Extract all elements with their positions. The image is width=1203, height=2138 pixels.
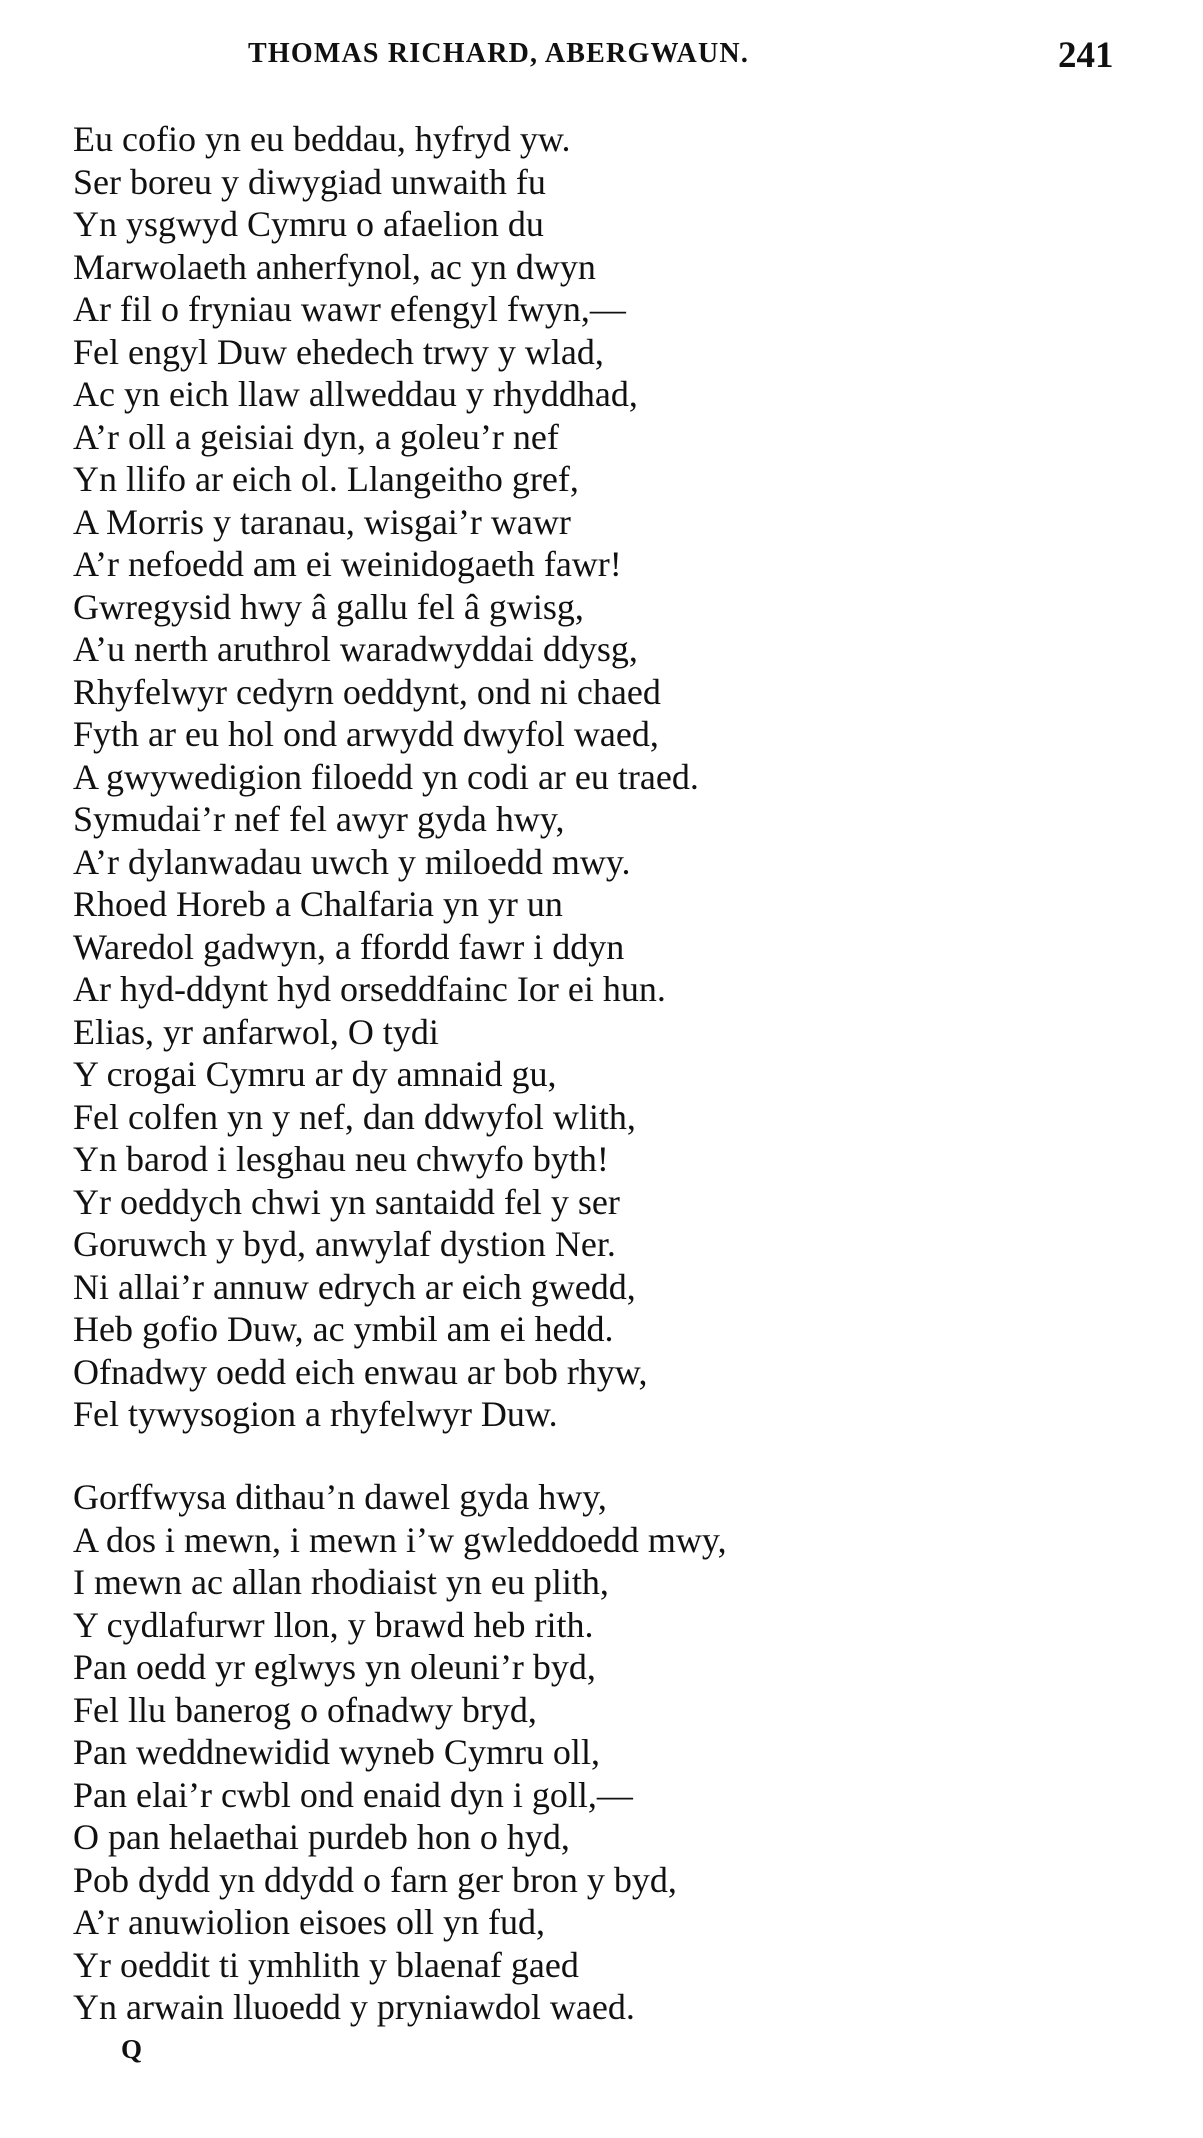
verse-line: Yr oeddit ti ymhlith y blaenaf gaed bbox=[73, 1944, 579, 1985]
verse-line: A Morris y taranau, wisgai’r wawr bbox=[73, 501, 571, 542]
verse-line: Ser boreu y diwygiad unwaith fu bbox=[73, 161, 546, 202]
page-number: 241 bbox=[1058, 35, 1114, 76]
verse-line: Ac yn eich llaw allweddau y rhyddhad, bbox=[73, 374, 638, 414]
verse-line: Ar hyd-ddynt hyd orseddfainc Ior ei hun. bbox=[73, 969, 666, 1009]
stanza-1 bbox=[73, 118, 699, 1436]
verse-line: Y cydlafurwr llon, y brawd heb rith. bbox=[73, 1604, 594, 1645]
verse-line: Elias, yr anfarwol, O tydi bbox=[73, 1011, 439, 1052]
verse-line: Eu cofio yn eu beddau, hyfryd yw. bbox=[73, 119, 571, 159]
verse-line: Yn arwain lluoedd y pryniawdol waed. bbox=[73, 1987, 635, 2027]
verse-line: O pan helaethai purdeb hon o hyd, bbox=[73, 1817, 570, 1857]
verse-line: Marwolaeth anherfynol, ac yn dwyn bbox=[73, 246, 596, 287]
verse-line: A’r oll a geisiai dyn, a goleu’r nef bbox=[73, 416, 559, 457]
verse-line: Pan weddnewidid wyneb Cymru oll, bbox=[73, 1732, 600, 1772]
verse-line: Pan elai’r cwbl ond enaid dyn i goll,— bbox=[73, 1774, 633, 1815]
verse-line: Ni allai’r annuw edrych ar eich gwedd, bbox=[73, 1266, 636, 1307]
verse-line: Y crogai Cymru ar dy amnaid gu, bbox=[73, 1054, 557, 1094]
verse-line: A’r nefoedd am ei weinidogaeth fawr! bbox=[73, 544, 622, 584]
running-title: THOMAS RICHARD, ABERGWAUN. bbox=[248, 38, 750, 69]
verse-line: Symudai’r nef fel awyr gyda hwy, bbox=[73, 799, 565, 839]
verse-line: Fel llu banerog o ofnadwy bryd, bbox=[73, 1689, 537, 1730]
verse-line: Fel colfen yn y nef, dan ddwyfol wlith, bbox=[73, 1096, 636, 1137]
verse-line: A’r dylanwadau uwch y miloedd mwy. bbox=[73, 841, 631, 882]
verse-line: Ofnadwy oedd eich enwau ar bob rhyw, bbox=[73, 1351, 648, 1392]
verse-line: A dos i mewn, i mewn i’w gwleddoedd mwy, bbox=[73, 1519, 727, 1560]
verse-line: Rhyfelwyr cedyrn oeddynt, ond ni chaed bbox=[73, 671, 661, 712]
verse-line: Fel engyl Duw ehedech trwy y wlad, bbox=[73, 331, 604, 372]
verse-line: Yr oeddych chwi yn santaidd fel y ser bbox=[73, 1181, 620, 1222]
verse-line: Pan oedd yr eglwys yn oleuni’r byd, bbox=[73, 1647, 596, 1687]
verse-line: Fyth ar eu hol ond arwydd dwyfol waed, bbox=[73, 714, 659, 754]
verse-line: I mewn ac allan rhodiaist yn eu plith, bbox=[73, 1562, 609, 1602]
signature-mark: Q bbox=[121, 2034, 143, 2064]
verse-line: Waredol gadwyn, a ffordd fawr i ddyn bbox=[73, 926, 625, 967]
verse-line: A’r anuwiolion eisoes oll yn fud, bbox=[73, 1902, 545, 1942]
verse-line: Gwregysid hwy â gallu fel â gwisg, bbox=[73, 586, 584, 627]
verse-line: A’u nerth aruthrol waradwyddai ddysg, bbox=[73, 629, 638, 669]
verse-line: Goruwch y byd, anwylaf dystion Ner. bbox=[73, 1224, 616, 1264]
verse-line: Pob dydd yn ddydd o farn ger bron y byd, bbox=[73, 1859, 677, 1900]
verse-line: Heb gofio Duw, ac ymbil am ei hedd. bbox=[73, 1309, 614, 1349]
verse-line: Yn ysgwyd Cymru o afaelion du bbox=[73, 204, 544, 244]
verse-line: Gorffwysa dithau’n dawel gyda hwy, bbox=[73, 1477, 607, 1517]
verse-line: Rhoed Horeb a Chalfaria yn yr un bbox=[73, 884, 563, 924]
verse-line: Yn llifo ar eich ol. Llangeitho gref, bbox=[73, 459, 579, 499]
verse-line: Yn barod i lesghau neu chwyfo byth! bbox=[73, 1139, 609, 1179]
stanza-2 bbox=[73, 1476, 727, 2029]
verse-line: Ar fil o fryniau wawr efengyl fwyn,— bbox=[73, 289, 626, 329]
verse-line: A gwywedigion filoedd yn codi ar eu traed. bbox=[73, 756, 699, 797]
verse-line: Fel tywysogion a rhyfelwyr Duw. bbox=[73, 1394, 558, 1434]
